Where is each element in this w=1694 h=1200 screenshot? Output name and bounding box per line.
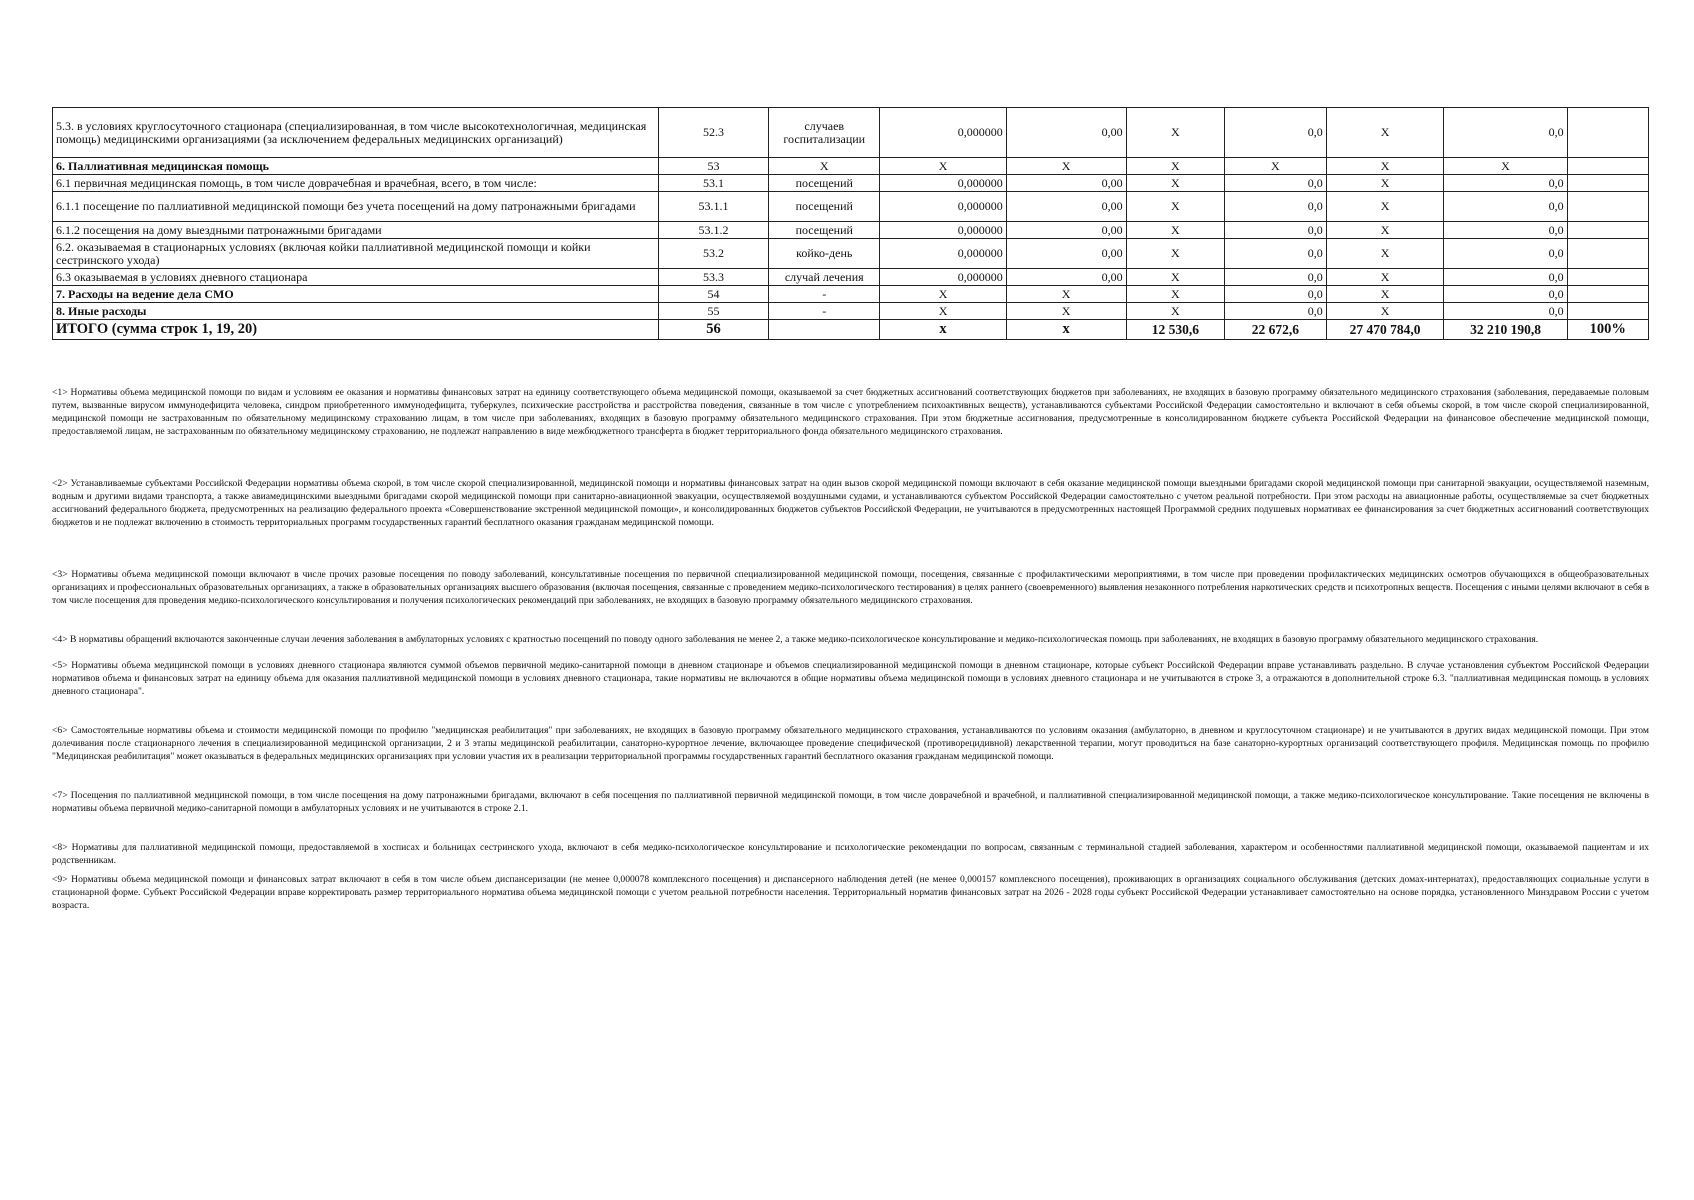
cell-unit: посещений — [769, 192, 880, 222]
cell-percent — [1567, 192, 1648, 222]
cell-percent — [1567, 175, 1648, 192]
cell-oms-per-capita: 22 672,6 — [1225, 320, 1327, 340]
cell-budget-per-capita: X — [1126, 222, 1224, 239]
cell-unit: посещений — [769, 222, 880, 239]
cell-percent — [1567, 303, 1648, 320]
cell-name: 6.3 оказываемая в условиях дневного стационара — [53, 269, 659, 286]
cell-volume-norm: 0,000000 — [880, 108, 1006, 158]
cell-percent — [1567, 269, 1648, 286]
cell-oms-per-capita: 0,0 — [1225, 269, 1327, 286]
cell-oms-total: 0,0 — [1444, 222, 1567, 239]
cell-cost-norm: X — [1006, 286, 1126, 303]
cell-volume-norm: X — [880, 158, 1006, 175]
cell-budget-total: X — [1326, 286, 1444, 303]
cell-percent: 100% — [1567, 320, 1648, 340]
footnote-1: <1> Нормативы объема медицинской помощи по видам и условиям ее оказания и нормативы финансовых затрат на единицу соответствующего объема медицинской помощи, оказываемой за счет бюджетных ассигнований соответствующих бюджетов при заболеваниях, не входящих в базовую программу обязательного медицинского страхования (заболевания, передаваемые половым путем, вызванные вирусом иммунодефицита человека, синдром приобретенного иммунодефицита, туберкулез, психические расстройства и расстройства поведения, связанные в том числе с употреблением психоактивных веществ), устанавливаются субъектами Российской Федерации самостоятельно и включают в себя объемы скорой, в том числе скорой специализированной, медицинской помощи не застрахованным по обязательному медицинскому страхованию лицам, в том числе при заболеваниях, входящих в базовую программу обязательного медицинского страхования. При этом бюджетные ассигнования, предусмотренные в консолидированном бюджете субъекта Российской Федерации на финансовое обеспечение медицинской помощи, предоставляемой лицам, не застрахованным по обязательному медицинскому страхованию, не подлежат направлению в виде межбюджетного трансферта в бюджет территориального фонда обязательного медицинского страхования. — [52, 387, 1649, 437]
cell-unit: случай лечения — [769, 269, 880, 286]
footnote-7: <7> Посещения по паллиативной медицинской помощи, в том числе посещения на дому патронажными бригадами, включают в себя посещения по паллиативной первичной медицинской помощи, в том числе доврачебной и врачебной, и паллиативной специализированной медицинской помощи, а также медико-психологическое консультирование. Такие посещения не включены в нормативы объема первичной медико-санитарной помощи в амбулаторных условиях и не учитываются в строке 2.1. — [52, 790, 1649, 814]
cell-unit: - — [769, 286, 880, 303]
table-row — [53, 303, 1649, 320]
footnote-9: <9> Нормативы объема медицинской помощи и финансовых затрат включают в себя в том числе объем диспансеризации (не менее 0,000078 комплексного посещения) и диспансерного наблюдения детей (не менее 0,000157 комплексного посещения), проживающих в организациях социального обслуживания (детских домах-интернатах), предоставляющих социальные услуги в стационарной форме. Субъект Российской Федерации вправе корректировать размер территориального норматива объема медицинской помощи с учетом реальной потребности населения. Территориальный норматив финансовых затрат на 2026 - 2028 годы субъект Российской Федерации устанавливает самостоятельно на основе порядка, установленного Минздравом России с учетом возраста. — [52, 874, 1649, 911]
cell-cost-norm: X — [1006, 303, 1126, 320]
cell-budget-total: X — [1326, 175, 1444, 192]
cell-percent — [1567, 239, 1648, 269]
cell-budget-total: X — [1326, 222, 1444, 239]
cell-oms-per-capita: 0,0 — [1225, 303, 1327, 320]
table-row — [53, 175, 1649, 192]
cell-oms-total: X — [1444, 158, 1567, 175]
cell-budget-total: X — [1326, 192, 1444, 222]
cell-name: 5.3. в условиях круглосуточного стационара (специализированная, в том числе высокотехнологичная, медицинская помощь) медицинскими организациями (за исключением федеральных медицинских организаций) — [53, 108, 659, 158]
footnote-3: <3> Нормативы объема медицинской помощи включают в числе прочих разовые посещения по поводу заболеваний, консультативные посещения по первичной специализированной медицинской помощи, посещения, связанные с профилактическими мероприятиями, в том числе при проведении профилактических медицинских осмотров обучающихся в общеобразовательных организациях и профессиональных образовательных организациях, а также в образовательных организациях высшего образования (включая посещения, связанные с проведением медико-психологического тестирования) в целях раннего (своевременного) выявления незаконного потребления наркотических средств и психотропных веществ. Посещения с иными целями включают в себя в том числе посещения для проведения медико-психологического консультирования и получения психологических рекомендаций при заболеваниях, не входящих в базовую программу обязательного медицинского страхования. — [52, 569, 1649, 606]
cell-code: 53.1.2 — [658, 222, 768, 239]
cell-budget-total: X — [1326, 269, 1444, 286]
cell-oms-per-capita: 0,0 — [1225, 192, 1327, 222]
cell-name: ИТОГО (сумма строк 1, 19, 20) — [53, 320, 659, 340]
footnote-5: <5> Нормативы объема медицинской помощи в условиях дневного стационара являются суммой объемов первичной медико-санитарной помощи в дневном стационаре и объемов специализированной медицинской помощи в дневном стационаре, которые субъект Российской Федерации вправе устанавливать раздельно. В случае установления субъектом Российской Федерации нормативов объема и финансовых затрат на единицу объема для оказания паллиативной медицинской помощи в условиях дневного стационара, такие нормативы не включаются в общие нормативы объема медицинской помощи в условиях дневного стационара и не учитываются в строке 3, а отражаются в дополнительной строке 6.3. "паллиативная медицинская помощь в условиях дневного стационара". — [52, 660, 1649, 697]
table-body — [53, 108, 1649, 340]
cell-volume-norm: x — [880, 320, 1006, 340]
cell-cost-norm: 0,00 — [1006, 192, 1126, 222]
cell-code: 52.3 — [658, 108, 768, 158]
cell-name: 6. Паллиативная медицинская помощь — [53, 158, 659, 175]
cell-name: 6.1.2 посещения на дому выездными патронажными бригадами — [53, 222, 659, 239]
table-row — [53, 286, 1649, 303]
cell-cost-norm: X — [1006, 158, 1126, 175]
table-row — [53, 320, 1649, 340]
cell-percent — [1567, 108, 1648, 158]
cell-volume-norm: 0,000000 — [880, 269, 1006, 286]
cell-budget-total: X — [1326, 158, 1444, 175]
cell-budget-per-capita: X — [1126, 239, 1224, 269]
cell-unit: случаев госпитализации — [769, 108, 880, 158]
cell-name: 8. Иные расходы — [53, 303, 659, 320]
cell-oms-total: 0,0 — [1444, 286, 1567, 303]
cell-oms-per-capita: 0,0 — [1225, 239, 1327, 269]
cell-volume-norm: X — [880, 303, 1006, 320]
cell-oms-total: 0,0 — [1444, 108, 1567, 158]
cell-volume-norm: X — [880, 286, 1006, 303]
cell-budget-total: X — [1326, 108, 1444, 158]
cell-name: 6.1 первичная медицинская помощь, в том числе доврачебная и врачебная, всего, в том числе: — [53, 175, 659, 192]
cell-code: 53 — [658, 158, 768, 175]
cell-cost-norm: 0,00 — [1006, 222, 1126, 239]
cell-oms-total: 0,0 — [1444, 192, 1567, 222]
table-row — [53, 239, 1649, 269]
table-row — [53, 158, 1649, 175]
cell-budget-total: 27 470 784,0 — [1326, 320, 1444, 340]
cell-oms-total: 0,0 — [1444, 303, 1567, 320]
cell-cost-norm: 0,00 — [1006, 269, 1126, 286]
cell-name: 7. Расходы на ведение дела СМО — [53, 286, 659, 303]
cell-budget-per-capita: 12 530,6 — [1126, 320, 1224, 340]
cell-budget-per-capita: X — [1126, 192, 1224, 222]
cell-oms-per-capita: 0,0 — [1225, 175, 1327, 192]
cell-name: 6.1.1 посещение по паллиативной медицинской помощи без учета посещений на дому патронажными бригадами — [53, 192, 659, 222]
table-row — [53, 269, 1649, 286]
footnote-8: <8> Нормативы для паллиативной медицинской помощи, предоставляемой в хосписах и больницах сестринского ухода, включают в себя медико-психологическое консультирование и психологические рекомендации по вопросам, связанным с терминальной стадией заболевания, характером и особенностями паллиативной медицинской помощи, оказываемой пациентам и их родственникам. — [52, 842, 1649, 866]
cell-oms-per-capita: 0,0 — [1225, 222, 1327, 239]
cell-unit: - — [769, 303, 880, 320]
norms-table — [52, 107, 1649, 340]
cell-budget-per-capita: X — [1126, 269, 1224, 286]
table-row — [53, 108, 1649, 158]
cell-code: 56 — [658, 320, 768, 340]
cell-budget-per-capita: X — [1126, 108, 1224, 158]
cell-code: 55 — [658, 303, 768, 320]
cell-oms-per-capita: 0,0 — [1225, 108, 1327, 158]
table-row — [53, 222, 1649, 239]
cell-budget-total: X — [1326, 239, 1444, 269]
cell-code: 53.2 — [658, 239, 768, 269]
cell-code: 53.3 — [658, 269, 768, 286]
cell-code: 53.1 — [658, 175, 768, 192]
cell-volume-norm: 0,000000 — [880, 222, 1006, 239]
cell-cost-norm: 0,00 — [1006, 239, 1126, 269]
cell-unit: койко-день — [769, 239, 880, 269]
footnotes — [52, 386, 1649, 912]
footnote-4: <4> В нормативы обращений включаются законченные случаи лечения заболевания в амбулаторных условиях с кратностью посещений по поводу одного заболевания не менее 2, а также медико-психологическое консультирование и медико-психологическая помощь при заболеваниях, не входящих в базовую программу обязательного медицинского страхования. — [52, 634, 1539, 645]
cell-oms-total: 32 210 190,8 — [1444, 320, 1567, 340]
cell-cost-norm: x — [1006, 320, 1126, 340]
cell-budget-per-capita: X — [1126, 303, 1224, 320]
footnote-6: <6> Самостоятельные нормативы объема и стоимости медицинской помощи по профилю "медицинская реабилитация" при заболеваниях, не входящих в базовую программу обязательного медицинского страхования, устанавливаются по условиям оказания (амбулаторно, в дневном и круглосуточном стационаре) и не учитываются в других видах медицинской помощи. При этом долечивания после стационарного лечения в специализированной медицинской организации, 2 и 3 этапы медицинской реабилитации, санаторно-курортное лечение, включающее проведение специфической (противорецидивной) лекарственной терапии, могут проводиться на базе санаторно-курортных организаций соответствующего профиля. Медицинская помощь по профилю "Медицинская реабилитация" может оказываться в федеральных медицинских организациях при условии участия их в реализации территориальной программы государственных гарантий бесплатного оказания гражданам медицинской помощи. — [52, 725, 1649, 762]
cell-percent — [1567, 222, 1648, 239]
cell-unit: посещений — [769, 175, 880, 192]
table-row — [53, 192, 1649, 222]
cell-oms-total: 0,0 — [1444, 269, 1567, 286]
cell-cost-norm: 0,00 — [1006, 175, 1126, 192]
cell-unit — [769, 320, 880, 340]
cell-oms-total: 0,0 — [1444, 239, 1567, 269]
cell-cost-norm: 0,00 — [1006, 108, 1126, 158]
cell-percent — [1567, 286, 1648, 303]
footnote-2: <2> Устанавливаемые субъектами Российской Федерации нормативы объема скорой, в том числе скорой специализированной, медицинской помощи и нормативы финансовых затрат на один вызов скорой медицинской помощи включают в себя оказание медицинской помощи выездными бригадами скорой медицинской помощи при санитарной эвакуации, осуществляемой наземным, водным и другими видами транспорта, а также авиамедицинскими выездными бригадами скорой медицинской помощи при санитарно-авиационной эвакуации, осуществляемой воздушными судами, и устанавливаются субъектом Российской Федерации самостоятельно с учетом реальной потребности. При этом расходы на авиационные работы, осуществляемые за счет бюджетных ассигнований федерального бюджета, предусмотренных на реализацию федерального проекта «Совершенствование экстренной медицинской помощи», и консолидированных бюджетов субъектов Российской Федерации, не учитываются в предусмотренных настоящей Программой средних подушевых нормативах ее финансирования за счет бюджетных ассигнований соответствующих бюджетов и не подлежат включению в стоимость территориальных программ государственных гарантий бесплатного оказания гражданам медицинской помощи. — [52, 478, 1649, 528]
cell-budget-per-capita: X — [1126, 175, 1224, 192]
cell-volume-norm: 0,000000 — [880, 175, 1006, 192]
cell-oms-per-capita: 0,0 — [1225, 286, 1327, 303]
cell-budget-per-capita: X — [1126, 286, 1224, 303]
cell-percent — [1567, 158, 1648, 175]
cell-budget-total: X — [1326, 303, 1444, 320]
cell-budget-per-capita: X — [1126, 158, 1224, 175]
cell-code: 54 — [658, 286, 768, 303]
cell-volume-norm: 0,000000 — [880, 192, 1006, 222]
cell-name: 6.2. оказываемая в стационарных условиях (включая койки паллиативной медицинской помощи и койки сестринского ухода) — [53, 239, 659, 269]
cell-unit: X — [769, 158, 880, 175]
cell-oms-per-capita: X — [1225, 158, 1327, 175]
cell-volume-norm: 0,000000 — [880, 239, 1006, 269]
cell-code: 53.1.1 — [658, 192, 768, 222]
cell-oms-total: 0,0 — [1444, 175, 1567, 192]
